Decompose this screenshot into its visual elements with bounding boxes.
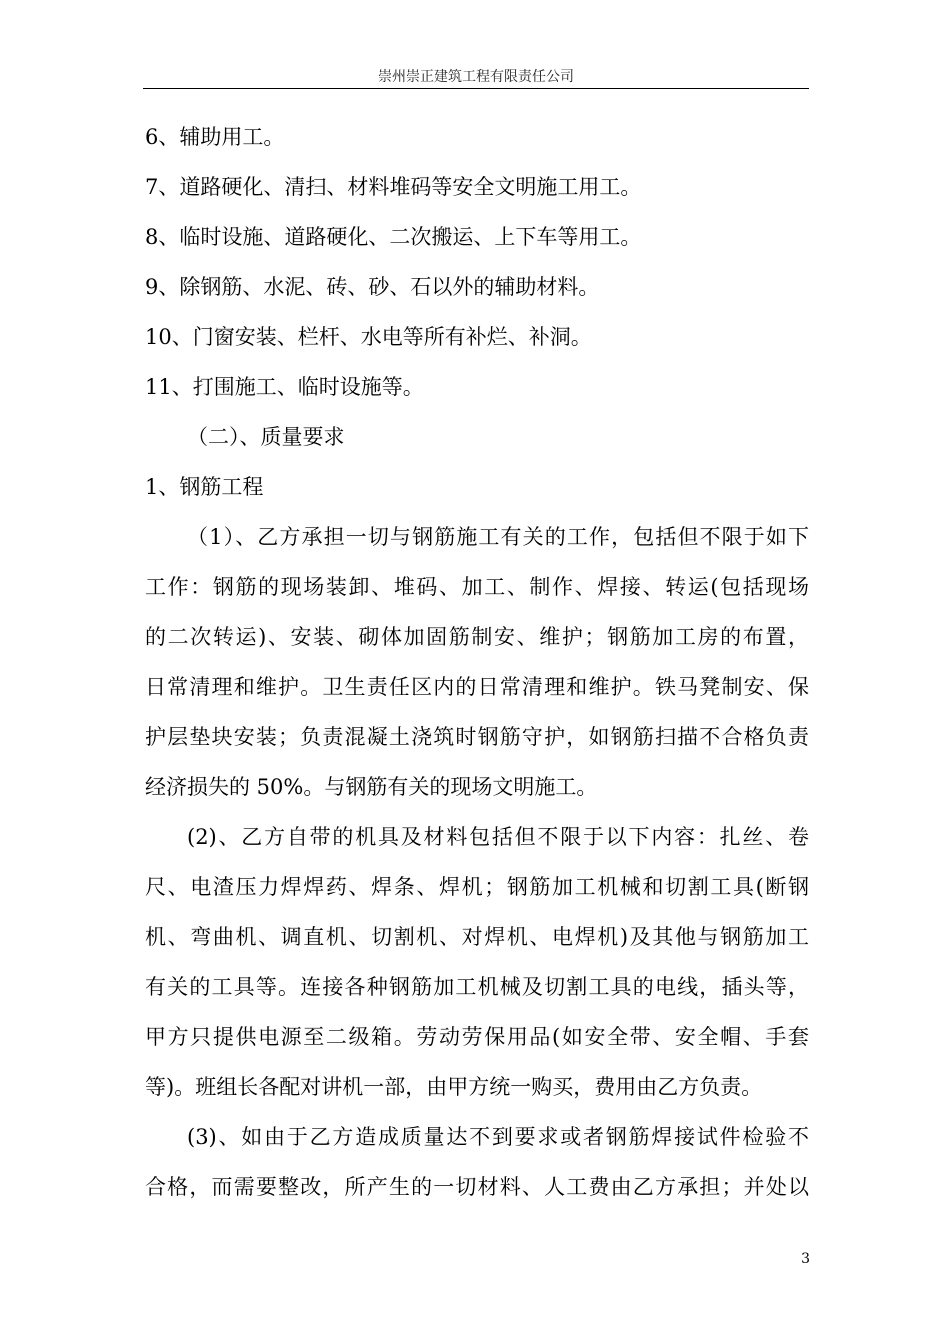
paragraph-1-line: （1）、乙方承担一切与钢筋施工有关的工作，包括但不限于如下: [187, 525, 809, 549]
paragraph-3-line: 合格，而需要整改，所产生的一切材料、人工费由乙方承担；并处以: [145, 1175, 809, 1199]
paragraph-1-line: 的二次转运)、安装、砌体加固筋制安、维护；钢筋加工房的布置，: [145, 625, 809, 649]
paragraph-1-line: 护层垫块安装；负责混凝土浇筑时钢筋守护，如钢筋扫描不合格负责: [145, 725, 809, 749]
paragraph-2-line: 机、弯曲机、调直机、切割机、对焊机、电焊机)及其他与钢筋加工: [145, 925, 809, 949]
paragraph-2-line: 等)。班组长各配对讲机一部，由甲方统一购买，费用由乙方负责。: [145, 1075, 763, 1099]
paragraph-2-line: 有关的工具等。连接各种钢筋加工机械及切割工具的电线，插头等，: [145, 975, 809, 999]
section-heading-quality: （二）、质量要求: [187, 425, 345, 449]
list-item-8: 8、临时设施、道路硬化、二次搬运、上下车等用工。: [145, 225, 642, 249]
subsection-heading-rebar: 1、钢筋工程: [145, 475, 264, 499]
paragraph-3-line: (3)、如由于乙方造成质量达不到要求或者钢筋焊接试件检验不: [187, 1125, 809, 1149]
paragraph-2-line: 甲方只提供电源至二级箱。劳动劳保用品(如安全带、安全帽、手套: [145, 1025, 809, 1049]
page-number: 3: [801, 1251, 810, 1267]
list-item-6: 6、辅助用工。: [145, 125, 285, 149]
paragraph-1-line: 日常清理和维护。卫生责任区内的日常清理和维护。铁马凳制安、保: [145, 675, 809, 699]
list-item-7: 7、道路硬化、清扫、材料堆码等安全文明施工用工。: [145, 175, 642, 199]
list-item-11: 11、打围施工、临时设施等。: [145, 375, 424, 399]
header-rule: [143, 88, 809, 89]
list-item-9: 9、除钢筋、水泥、砖、砂、石以外的辅助材料。: [145, 275, 600, 299]
paragraph-2-line: 尺、电渣压力焊焊药、焊条、焊机；钢筋加工机械和切割工具(断钢: [145, 875, 809, 899]
paragraph-1-line: 经济损失的 50%。与钢筋有关的现场文明施工。: [145, 775, 598, 799]
paragraph-1-line: 工作：钢筋的现场装卸、堆码、加工、制作、焊接、转运(包括现场: [145, 575, 809, 599]
paragraph-2-line: (2)、乙方自带的机具及材料包括但不限于以下内容：扎丝、卷: [187, 825, 809, 849]
page-header: 崇州崇正建筑工程有限责任公司: [378, 69, 574, 85]
list-item-10: 10、门窗安装、栏杆、水电等所有补烂、补洞。: [145, 325, 592, 349]
